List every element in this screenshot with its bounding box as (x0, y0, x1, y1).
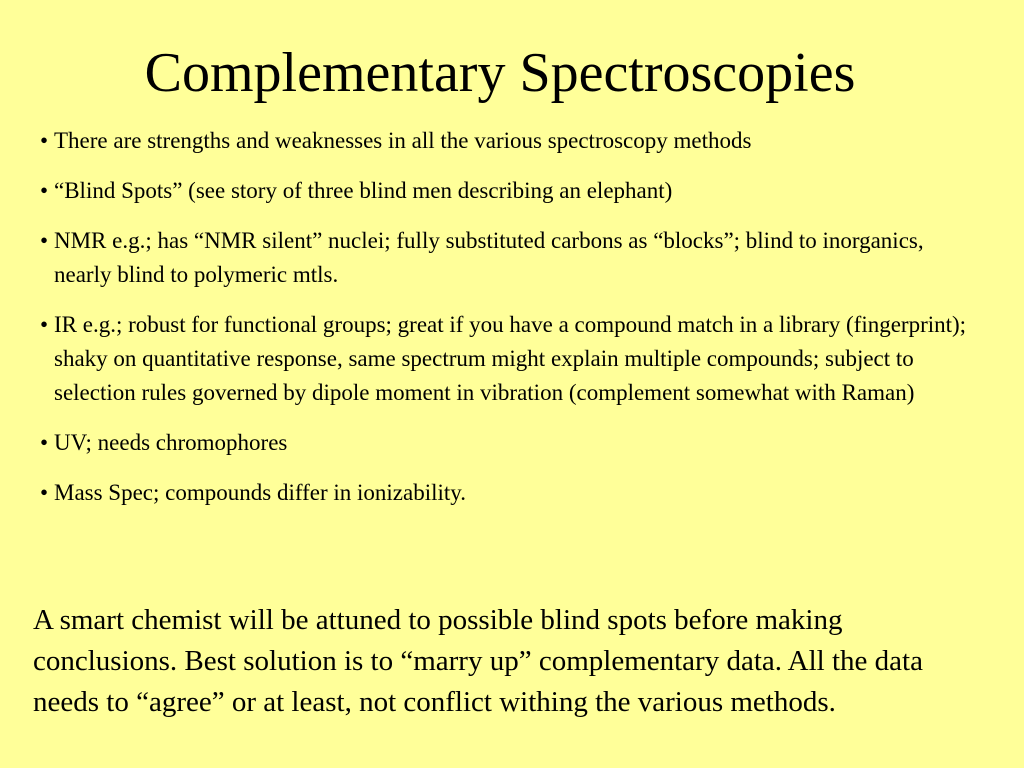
bullet-item (40, 308, 980, 410)
bullet-icon: • (40, 480, 49, 505)
bullet-icon: • (40, 312, 49, 337)
bullet-text: There are strengths and weaknesses in all the various spectroscopy methods (54, 128, 752, 153)
bullet-item (40, 476, 980, 510)
bullet-item (40, 174, 980, 208)
bullet-item (40, 224, 980, 292)
bullet-text: “Blind Spots” (see story of three blind men describing an elephant) (54, 178, 673, 203)
bullet-icon: • (40, 128, 49, 153)
bullet-list (40, 124, 980, 526)
bullet-text: IR e.g.; robust for functional groups; great if you have a compound match in a library (fingerprint); shaky on quantitative response, same spectrum might explain multiple compounds; subject to selection rules governed by dipole moment in vibration (complement somewhat with Raman) (54, 312, 967, 405)
bullet-text: UV; needs chromophores (54, 430, 288, 455)
bullet-icon: • (40, 430, 49, 455)
bullet-item (40, 124, 980, 158)
bullet-icon: • (40, 228, 49, 253)
slide-title: Complementary Spectroscopies (144, 42, 856, 104)
bullet-icon: • (40, 178, 49, 203)
bullet-item (40, 426, 980, 460)
bullet-text: Mass Spec; compounds differ in ionizability. (54, 480, 467, 505)
bullet-text: NMR e.g.; has “NMR silent” nuclei; fully substituted carbons as “blocks”; blind to inorganics, nearly blind to polymeric mtls. (54, 228, 924, 287)
summary-paragraph: A smart chemist will be attuned to possible blind spots before making conclusions. Best solution is to “marry up” complementary data. All the data needs to “agree” or at least, not conflict withing the various methods. (33, 604, 923, 718)
